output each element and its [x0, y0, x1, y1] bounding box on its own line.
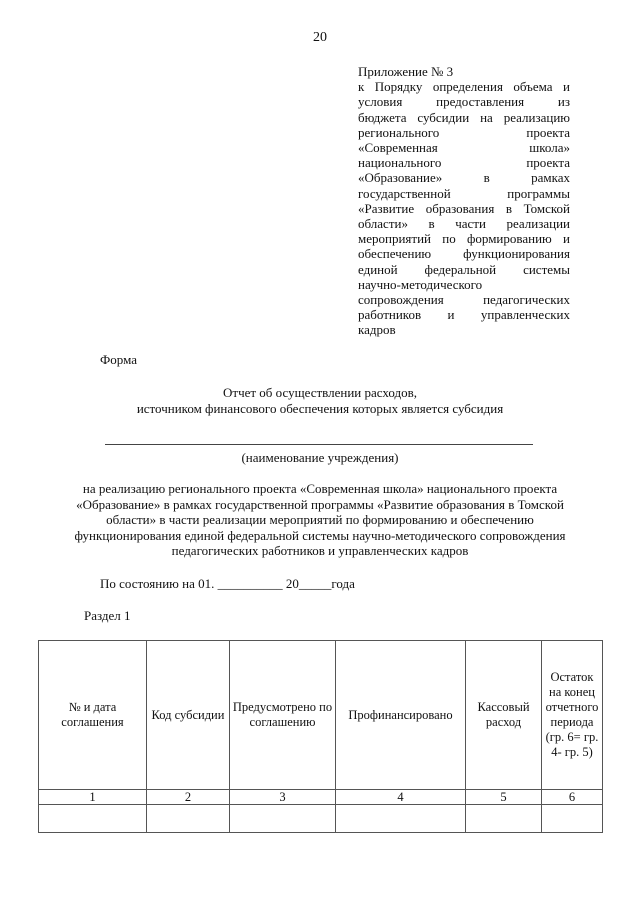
column-number: 5	[466, 790, 542, 805]
table-row	[39, 805, 603, 833]
table-cell	[466, 805, 542, 833]
header-planned: Предусмотрено по соглашению	[230, 641, 336, 790]
appendix-line: «Современная школа»	[358, 140, 570, 156]
appendix-heading: Приложение № 3	[358, 64, 454, 79]
page-number: 20	[313, 30, 327, 45]
column-number: 3	[230, 790, 336, 805]
appendix-line: «Развитие образования в Томской	[358, 200, 570, 216]
table-cell	[542, 805, 603, 833]
appendix-line: бюджета субсидии на реализацию	[358, 109, 570, 125]
appendix-line: единой федеральной системы	[358, 261, 570, 277]
report-table	[38, 640, 603, 833]
appendix-text	[358, 79, 570, 337]
appendix-line: области» в части реализации	[358, 216, 570, 232]
appendix-line: к Порядку определения объема и	[358, 79, 570, 95]
header-financed: Профинансировано	[336, 641, 466, 790]
table-cell	[336, 805, 466, 833]
appendix-line: условия предоставления из	[358, 94, 570, 110]
appendix-line: регионального проекта	[358, 124, 570, 140]
table-row	[39, 790, 603, 805]
appendix-block	[358, 64, 570, 338]
form-label: Форма	[100, 352, 137, 367]
purpose-line: педагогических работников и управленческих кадров	[171, 543, 469, 559]
report-title-line-1: Отчет об осуществлении расходов,	[223, 385, 417, 400]
header-agreement: № и дата соглашения	[39, 641, 147, 790]
column-number: 2	[147, 790, 230, 805]
header-cash-expense: Кассовый расход	[466, 641, 542, 790]
table-header-row	[39, 641, 603, 790]
as-of-date: По состоянию на 01. __________ 20_____года	[100, 576, 355, 591]
appendix-line: обеспечению функционирования	[358, 246, 570, 262]
header-subsidy-code: Код субсидии	[147, 641, 230, 790]
table-cell	[230, 805, 336, 833]
organization-name-line	[105, 444, 533, 445]
purpose-line: «Образование» в рамках государственной программы «Развитие образования в Томской	[76, 496, 564, 512]
table-cell	[147, 805, 230, 833]
purpose-line: на реализацию регионального проекта «Современная школа» национального проекта	[82, 481, 558, 496]
column-number: 6	[542, 790, 603, 805]
appendix-line: национального проекта	[358, 155, 570, 171]
section-label: Раздел 1	[84, 608, 131, 623]
report-title-line-2: источником финансового обеспечения которых является субсидия	[136, 401, 504, 416]
column-number: 4	[336, 790, 466, 805]
column-number: 1	[39, 790, 147, 805]
purpose-text	[40, 481, 600, 559]
appendix-line: научно-методического	[358, 276, 483, 292]
report-title	[0, 385, 640, 417]
purpose-line: функционирования единой федеральной системы научно-методического сопровождения	[74, 527, 566, 543]
appendix-line: работников и управленческих	[358, 307, 570, 323]
appendix-line: «Образование» в рамках	[358, 170, 570, 186]
appendix-line: мероприятий по формированию и	[358, 231, 570, 247]
table-cell	[39, 805, 147, 833]
appendix-line: кадров	[358, 322, 396, 338]
organization-caption: (наименование учреждения)	[241, 450, 399, 465]
header-balance: Остаток на конец отчетного периода (гр. 6= гр. 4- гр. 5)	[542, 641, 603, 790]
purpose-line: области» в части реализации мероприятий по формированию и обеспечению	[106, 512, 534, 528]
appendix-line: сопровождения педагогических	[358, 292, 570, 308]
appendix-line: государственной программы	[358, 185, 570, 201]
